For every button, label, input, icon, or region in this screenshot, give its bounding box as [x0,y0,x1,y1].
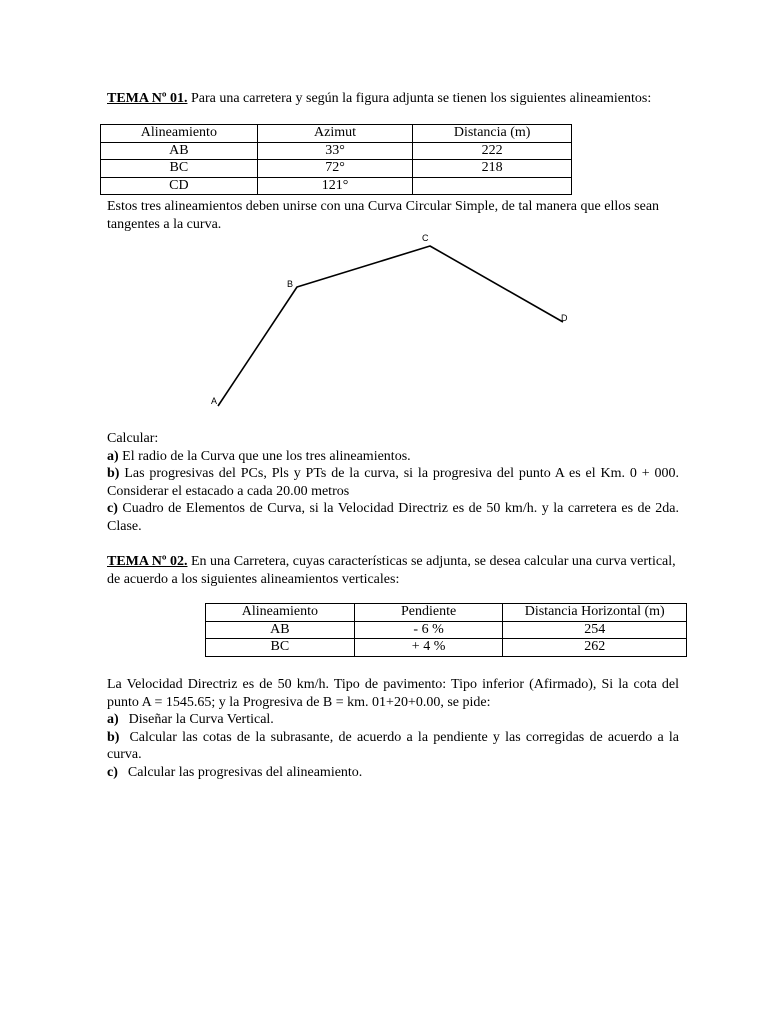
table-cell: 121° [257,177,413,195]
figure-label-a: A [211,396,218,406]
item-label: a) [107,712,119,727]
alignment-figure [205,230,585,415]
tema1-alignment-table [100,124,572,195]
table-header-cell: Distancia Horizontal (m) [503,604,687,622]
item-label: c) [107,501,118,516]
tema2-vertical-table [205,603,687,657]
table-cell: AB [101,142,258,160]
item-text: Calcular las cotas de la subrasante, de acuerdo a la pendiente y las corregidas de acuerdo a la curva. [107,729,679,762]
list-item [107,448,679,466]
table-header-cell: Pendiente [354,604,503,622]
tema2-paragraph: La Velocidad Directriz es de 50 km/h. Tipo de pavimento: Tipo inferior (Afirmado), Si la cota del punto A = 1545.65; y la Progresiva de B = km. 01+20+0.00, se pide: [107,677,679,710]
list-item [107,711,679,729]
table-cell: 33° [257,142,413,160]
table-cell: CD [101,177,258,195]
table-row [101,160,572,178]
tema2-paragraph-block [107,676,679,781]
item-label: c) [107,764,118,780]
tema1-heading: TEMA Nº 01. [107,91,188,106]
list-item [107,465,679,500]
item-text: Cuadro de Elementos de Curva, si la Velocidad Directriz es de 50 km/h. y la carretera es de 2da. Clase. [107,501,679,534]
tema2-intro-paragraph [107,553,679,588]
table-cell: 218 [413,160,572,178]
item-label: b) [107,729,120,745]
figure-label-d: D [561,313,568,323]
list-item [107,764,679,782]
table-header-cell: Azimut [257,125,413,143]
item-text: El radio de la Curva que une los tres alineamientos. [118,448,411,464]
table-cell: BC [206,639,355,657]
list-item [107,500,679,535]
table-cell: - 6 % [354,621,503,639]
alignment-polyline [218,246,563,406]
figure-label-b: B [287,279,294,289]
table-cell: 262 [503,639,687,657]
figure-label-c: C [422,233,429,243]
table-cell: 254 [503,621,687,639]
tema1-intro-text: Para una carretera y según la figura adjunta se tienen los siguientes alineamientos: [187,91,652,106]
item-text: Calcular las progresivas del alineamiento. [127,764,363,780]
table-header-cell: Alineamiento [206,604,355,622]
table-cell [413,177,572,195]
table-header-cell: Distancia (m) [413,125,572,143]
list-item [107,729,679,764]
tema1-calc-section [107,430,679,535]
table-header-cell: Alineamiento [101,125,258,143]
table-header-row [101,125,572,143]
table-header-row [206,604,687,622]
table-row [206,639,687,657]
tema2-heading: TEMA Nº 02. [107,554,188,569]
table-row [101,142,572,160]
item-text: Diseñar la Curva Vertical. [128,712,274,727]
tema1-intro-paragraph [107,90,679,108]
tema2-intro-text: En una Carretera, cuyas características se adjunta, se desea calcular una curva vertical, de acuerdo a los siguientes alineamientos verticales: [107,554,676,587]
table-cell: AB [206,621,355,639]
table-row [101,177,572,195]
table-cell: + 4 % [354,639,503,657]
table-cell: 222 [413,142,572,160]
item-label: b) [107,466,120,481]
tema1-after-table-text: Estos tres alineamientos deben unirse con una Curva Circular Simple, de tal manera que ellos sean tangentes a la curva. [107,199,660,232]
table-row [206,621,687,639]
calc-title: Calcular: [107,431,159,446]
table-cell: 72° [257,160,413,178]
item-text: Las progresivas del PCs, Pls y PTs de la curva, si la progresiva del punto A es el Km. 0 + 000. Considerar el estacado a cada 20.00 metros [107,466,679,499]
table-cell: BC [101,160,258,178]
item-label: a) [107,448,119,464]
